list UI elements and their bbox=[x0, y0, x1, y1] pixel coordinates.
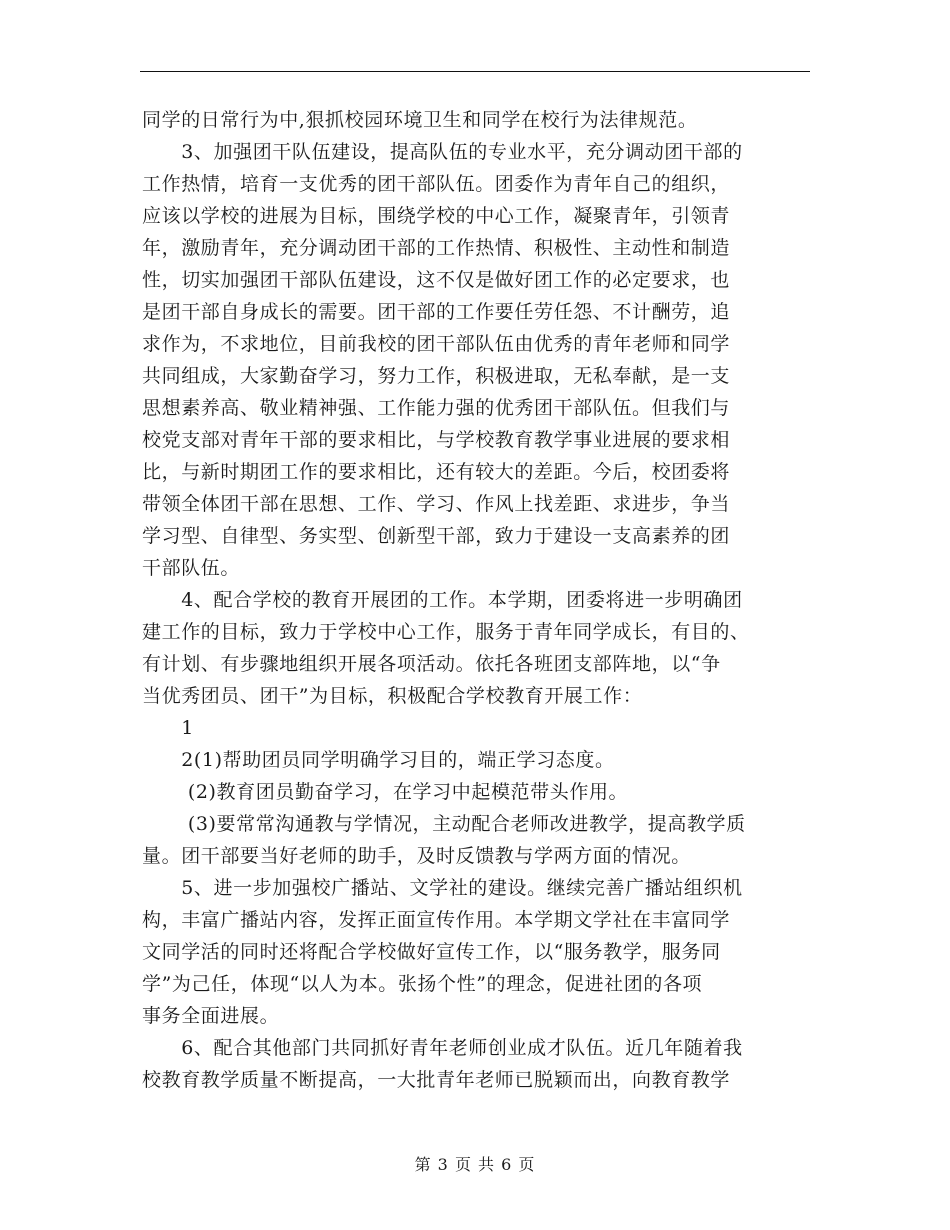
document-body bbox=[142, 104, 810, 1096]
text-line: 学习型、自律型、务实型、创新型干部，致力于建设一支高素养的团 bbox=[142, 525, 731, 547]
text-line: 2(1)帮助团员同学明确学习目的，端正学习态度。 bbox=[142, 749, 615, 771]
page-number-footer: 第 3 页 共 6 页 bbox=[414, 1155, 536, 1174]
text-line: 校教育教学质量不断提高，一大批青年老师已脱颖而出，向教育教学 bbox=[142, 1069, 731, 1091]
text-line: 量。团干部要当好老师的助手，及时反馈教与学两方面的情况。 bbox=[142, 845, 691, 867]
text-line: 6、配合其他部门共同抓好青年老师创业成才队伍。近几年随着我 bbox=[142, 1037, 743, 1059]
text-line: 求作为，不求地位，目前我校的团干部队伍由优秀的青年老师和同学 bbox=[142, 333, 731, 355]
text-line: 共同组成，大家勤奋学习，努力工作，积极进取，无私奉献，是一支 bbox=[142, 365, 731, 387]
text-line: 思想素养高、敬业精神强、工作能力强的优秀团干部队伍。但我们与 bbox=[142, 397, 731, 419]
text-line: 5、进一步加强校广播站、文学社的建设。继续完善广播站组织机 bbox=[142, 877, 743, 899]
text-line: 3、加强团干队伍建设，提高队伍的专业水平，充分调动团干部的 bbox=[142, 141, 743, 163]
text-line: 是团干部自身成长的需要。团干部的工作要任劳任怨、不计酬劳，追 bbox=[142, 301, 731, 323]
text-line: 年，激励青年，充分调动团干部的工作热情、积极性、主动性和制造 bbox=[142, 237, 731, 259]
text-line: 文同学活的同时还将配合学校做好宣传工作，以“服务教学，服务同 bbox=[142, 941, 721, 963]
text-line: 学”为己任，体现“以人为本。张扬个性”的理念，促进社团的各项 bbox=[142, 973, 703, 995]
text-line: 校党支部对青年干部的要求相比，与学校教育教学事业进展的要求相 bbox=[142, 429, 731, 451]
header-rule bbox=[140, 71, 810, 72]
text-line: 带领全体团干部在思想、工作、学习、作风上找差距、求进步，争当 bbox=[142, 493, 731, 515]
text-line: (3)要常常沟通教与学情况，主动配合老师改进教学，提高教学质 bbox=[142, 813, 746, 835]
text-line: 事务全面进展。 bbox=[142, 1005, 280, 1027]
text-line: 比，与新时期团工作的要求相比，还有较大的差距。今后，校团委将 bbox=[142, 461, 731, 483]
text-line: (2)教育团员勤奋学习，在学习中起模范带头作用。 bbox=[142, 781, 629, 803]
text-line: 同学的日常行为中,狠抓校园环境卫生和同学在校行为法律规范。 bbox=[142, 109, 698, 131]
text-line: 1 bbox=[142, 717, 194, 739]
text-line: 构，丰富广播站内容，发挥正面宣传作用。本学期文学社在丰富同学 bbox=[142, 909, 731, 931]
text-line: 干部队伍。 bbox=[142, 557, 241, 579]
text-line: 4、配合学校的教育开展团的工作。本学期，团委将进一步明确团 bbox=[142, 589, 743, 611]
text-line: 应该以学校的进展为目标，围绕学校的中心工作，凝聚青年，引领青 bbox=[142, 205, 731, 227]
text-line: 有计划、有步骤地组织开展各项活动。依托各班团支部阵地，以“争 bbox=[142, 653, 721, 675]
text-line: 工作热情，培育一支优秀的团干部队伍。团委作为青年自己的组织， bbox=[142, 173, 731, 195]
text-line: 性，切实加强团干部队伍建设，这不仅是做好团工作的必定要求，也 bbox=[142, 269, 731, 291]
text-line: 当优秀团员、团干”为目标，积极配合学校教育开展工作： bbox=[142, 685, 643, 707]
text-line: 建工作的目标，致力于学校中心工作，服务于青年同学成长，有目的、 bbox=[142, 621, 750, 643]
